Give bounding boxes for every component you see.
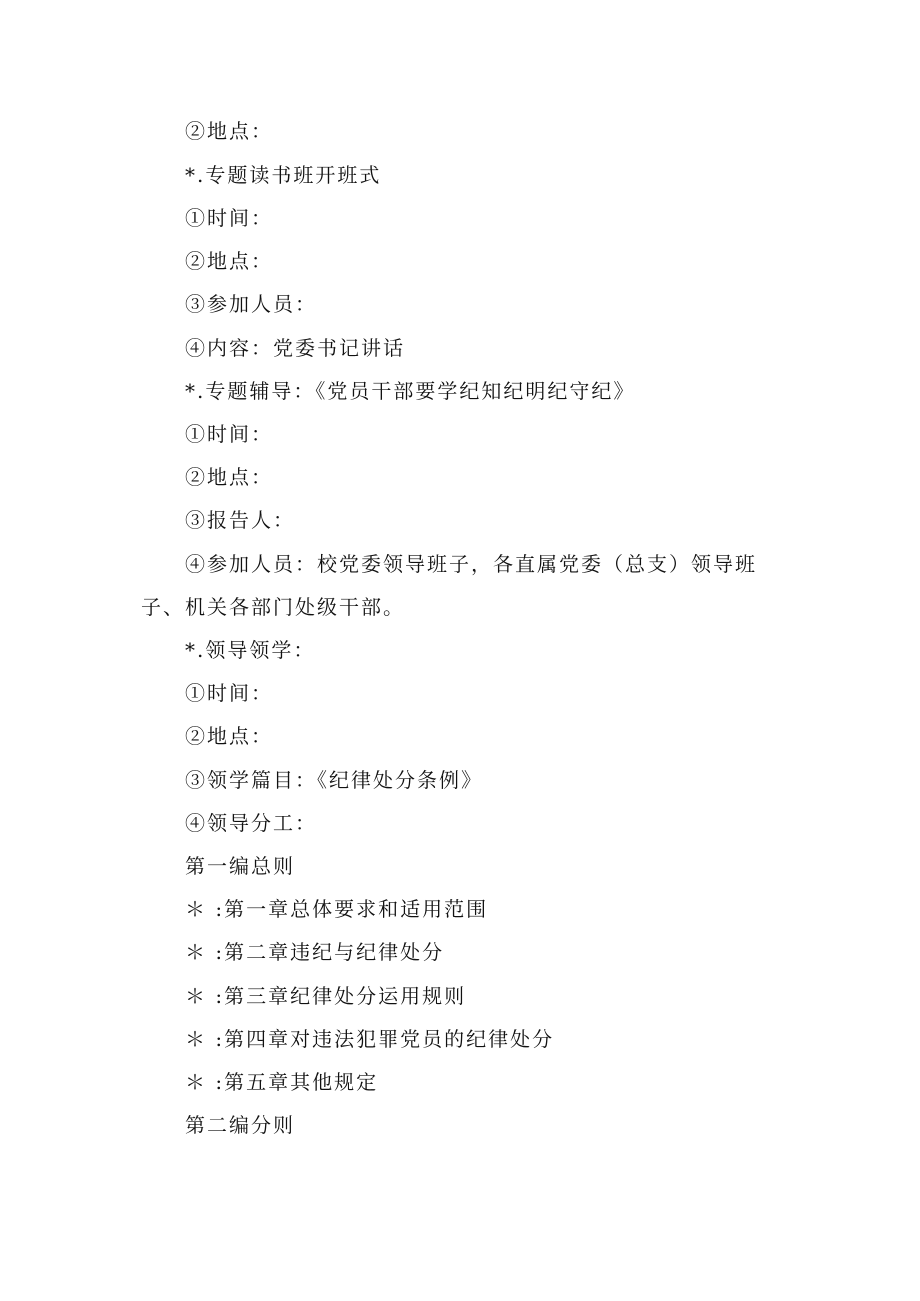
chapter-item: ＊ :第四章对违法犯罪党员的纪律处分: [185, 1027, 555, 1051]
text-line: ②地点：: [185, 249, 273, 273]
text-line: *.领导领学：: [185, 638, 316, 662]
text-line: ①时间：: [185, 422, 273, 446]
text-line: *.专题辅导：《党员干部要学纪知纪明纪守纪》: [185, 379, 636, 403]
chapter-item: ＊ :第一章总体要求和适用范围: [185, 897, 489, 921]
text-line: ②地点：: [185, 465, 273, 489]
chapter-item: ＊ :第二章违纪与纪律处分: [185, 940, 445, 964]
text-line: ④领导分工：: [185, 811, 317, 835]
text-line: ④内容：党委书记讲话: [185, 336, 405, 360]
chapter-item: ＊ :第五章其他规定: [185, 1070, 379, 1094]
section-heading: 第一编总则: [185, 854, 295, 878]
text-line: ③参加人员：: [185, 292, 317, 316]
text-line: ①时间：: [185, 206, 273, 230]
text-line: ①时间：: [185, 681, 273, 705]
text-line: ②地点：: [185, 724, 273, 748]
text-line-continuation: 子、机关各部门处级干部。: [141, 595, 405, 619]
text-line: ④参加人员：校党委领导班子，各直属党委（总支）领导班: [185, 552, 757, 576]
section-heading: 第二编分则: [185, 1113, 295, 1137]
text-line: ③领学篇目：《纪律处分条例》: [185, 768, 483, 792]
text-line: ②地点：: [185, 119, 273, 143]
chapter-item: ＊ :第三章纪律处分运用规则: [185, 984, 467, 1008]
text-line: ③报告人：: [185, 508, 295, 532]
text-line: *.专题读书班开班式: [185, 163, 382, 187]
